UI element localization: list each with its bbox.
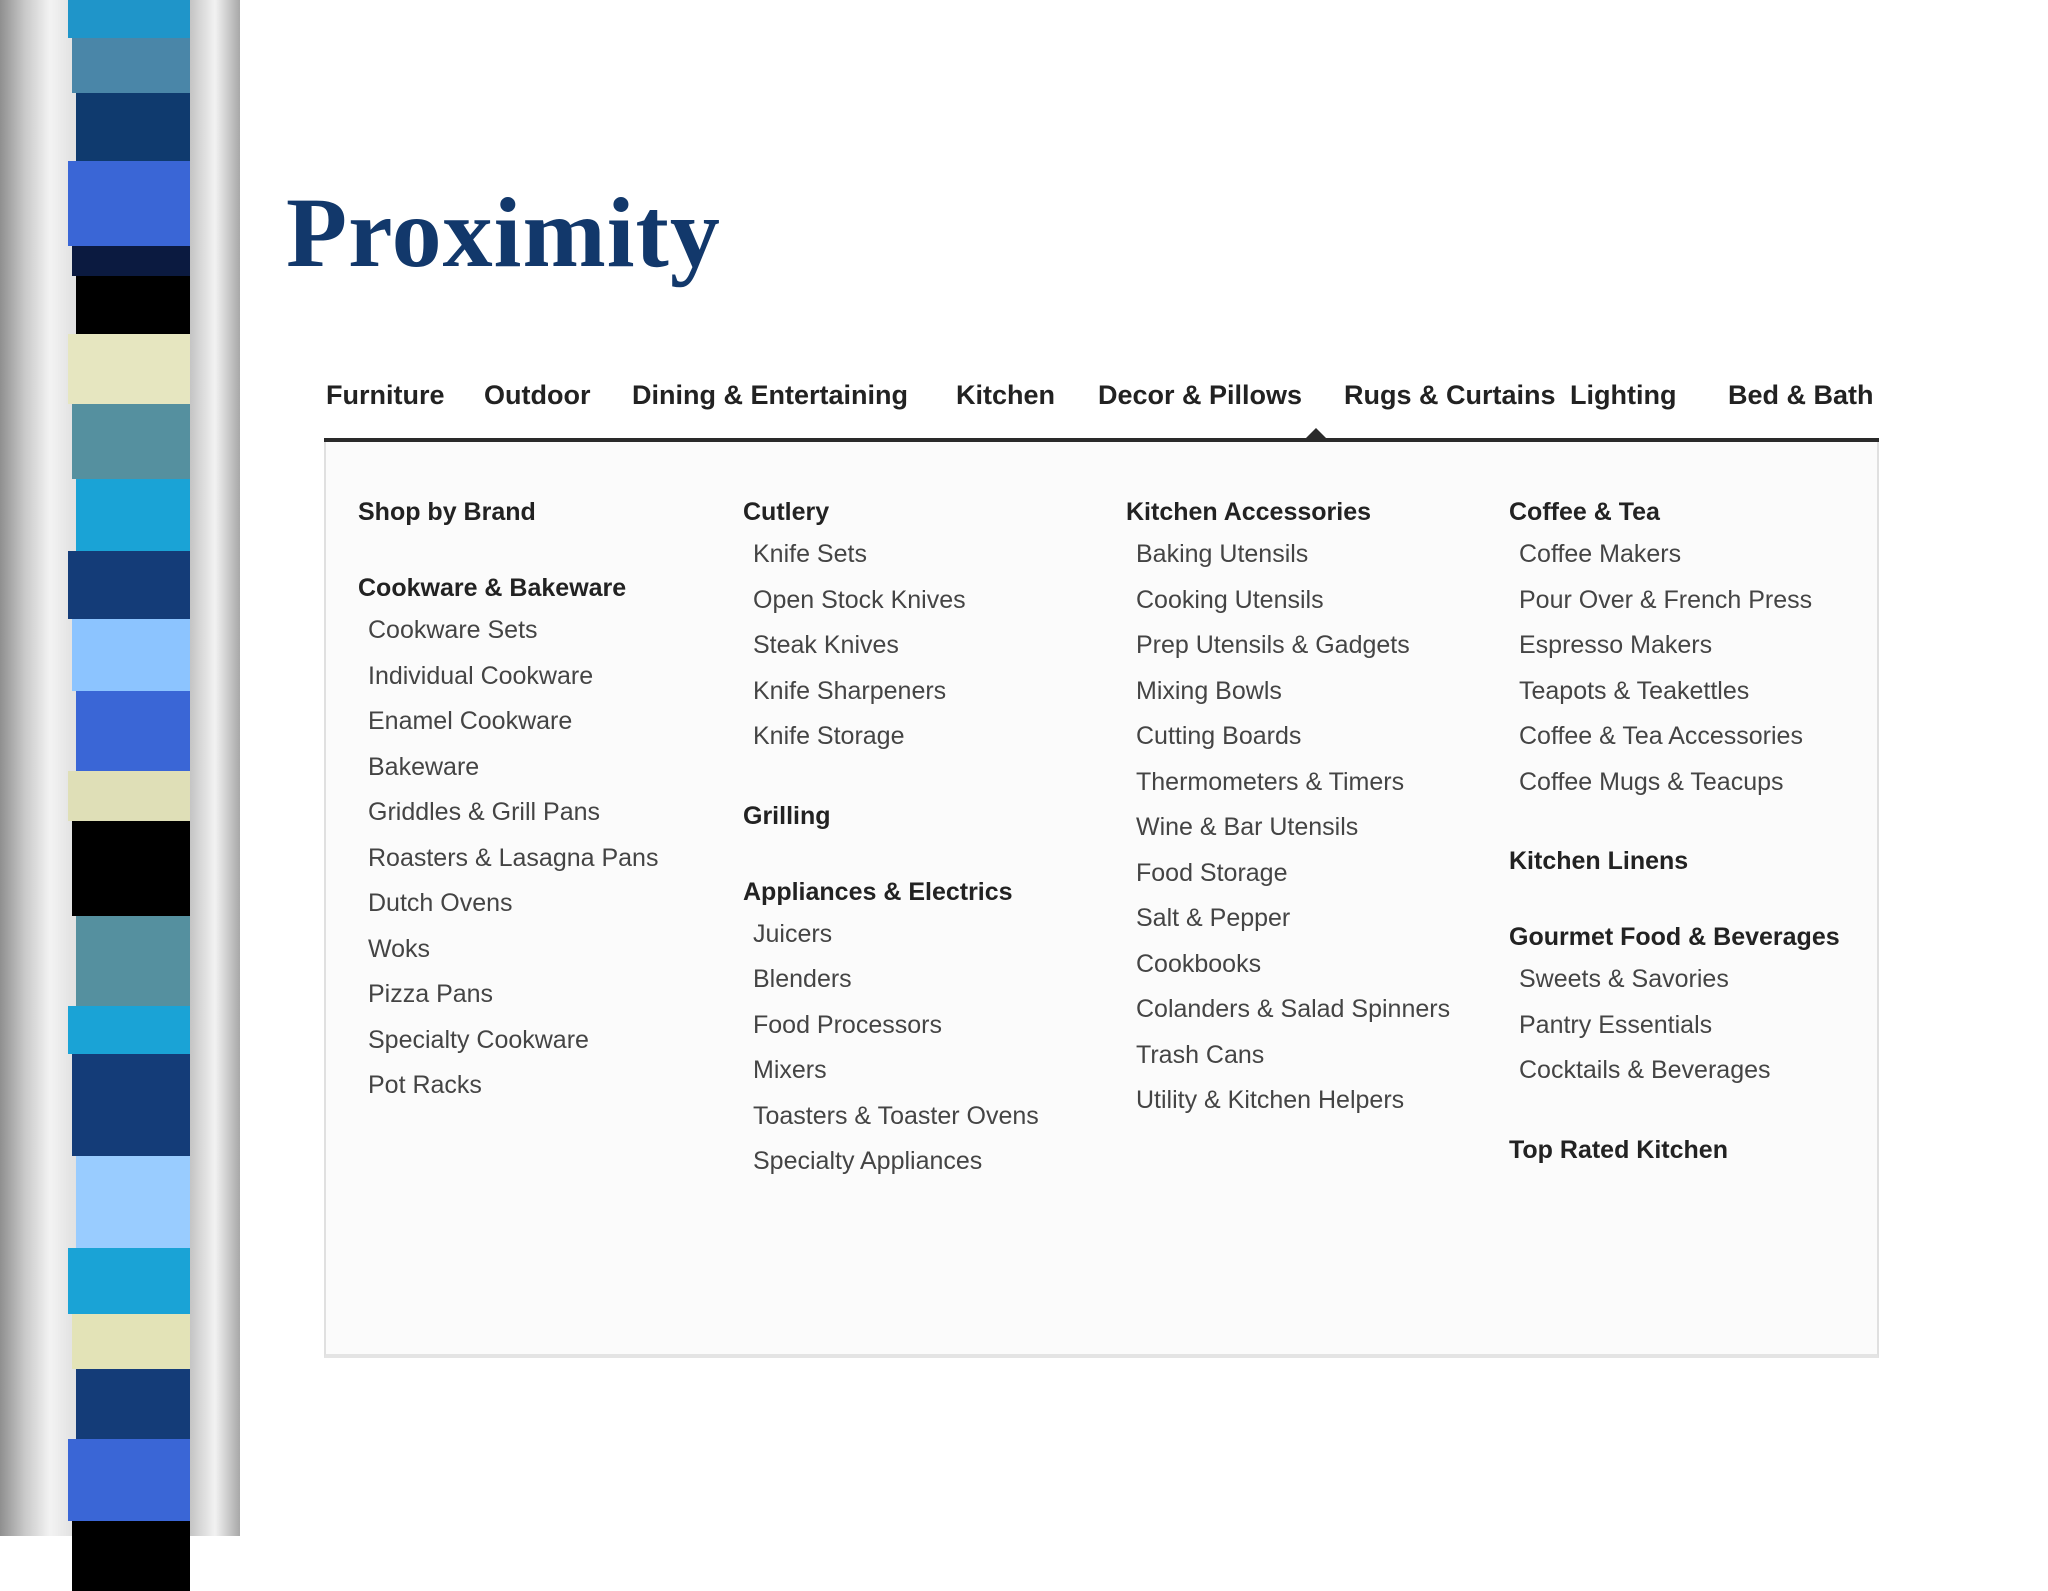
menu-heading[interactable]: Top Rated Kitchen xyxy=(1509,1135,1728,1164)
stripe-band xyxy=(76,276,190,334)
menu-link[interactable]: Coffee Mugs & Teacups xyxy=(1519,767,1784,796)
nav-item-rugs[interactable]: Rugs & Curtains xyxy=(1344,380,1556,410)
stripe-band xyxy=(68,0,190,38)
menu-link[interactable]: Roasters & Lasagna Pans xyxy=(368,843,659,872)
stripe-band xyxy=(72,1521,190,1591)
stripe-band xyxy=(72,404,190,479)
stripe-band xyxy=(76,1156,190,1248)
menu-link[interactable]: Cooking Utensils xyxy=(1136,585,1324,614)
menu-heading[interactable]: Kitchen Accessories xyxy=(1126,498,1372,526)
menu-link[interactable]: Coffee & Tea Accessories xyxy=(1519,722,1803,750)
menu-link[interactable]: Wine & Bar Utensils xyxy=(1136,813,1359,841)
menu-link[interactable]: Trash Cans xyxy=(1136,1040,1265,1069)
stripe-band xyxy=(72,821,190,916)
menu-heading[interactable]: Grilling xyxy=(743,801,831,830)
menu-group xyxy=(358,568,658,1109)
menu-link[interactable]: Knife Sets xyxy=(753,540,867,568)
stripe-band xyxy=(72,246,190,276)
nav-item-bed-bath[interactable]: Bed & Bath xyxy=(1728,380,1874,410)
active-tab-pointer-icon xyxy=(1306,428,1326,438)
menu-link[interactable]: Utility & Kitchen Helpers xyxy=(1136,1086,1405,1114)
menu-heading[interactable]: Appliances & Electrics xyxy=(743,877,1013,906)
stripe-band xyxy=(76,1369,190,1439)
kitchen-dropdown-panel xyxy=(324,442,1879,1358)
stripe-band xyxy=(76,916,190,1006)
menu-group xyxy=(1126,492,1450,1124)
nav-item-kitchen[interactable]: Kitchen xyxy=(956,380,1056,410)
menu-link[interactable]: Specialty Cookware xyxy=(368,1025,589,1054)
stripe-band xyxy=(68,771,190,821)
menu-link[interactable]: Sweets & Savories xyxy=(1519,965,1729,993)
category-nav-bar xyxy=(324,360,1879,442)
menu-link[interactable]: Salt & Pepper xyxy=(1136,904,1291,932)
menu-link[interactable]: Steak Knives xyxy=(753,631,899,659)
menu-link[interactable]: Cookbooks xyxy=(1136,949,1262,978)
menu-group xyxy=(1509,841,1840,881)
menu-link[interactable]: Juicers xyxy=(753,919,833,948)
decorative-stripe-bar xyxy=(0,0,240,1536)
menu-group xyxy=(358,492,658,532)
menu-link[interactable]: Mixers xyxy=(753,1056,827,1084)
stripe-band xyxy=(68,1439,190,1521)
menu-heading[interactable]: Kitchen Linens xyxy=(1509,847,1689,875)
nav-item-outdoor[interactable]: Outdoor xyxy=(484,380,591,410)
menu-link[interactable]: Cocktails & Beverages xyxy=(1519,1056,1771,1084)
stripe-band xyxy=(68,161,190,246)
menu-heading[interactable]: Shop by Brand xyxy=(358,498,536,526)
stripe-band xyxy=(76,93,190,161)
menu-link[interactable]: Pot Racks xyxy=(368,1071,482,1099)
menu-link[interactable]: Enamel Cookware xyxy=(368,707,573,735)
menu-link[interactable]: Pour Over & French Press xyxy=(1519,585,1813,614)
menu-link[interactable]: Knife Storage xyxy=(753,722,905,750)
menu-link[interactable]: Griddles & Grill Pans xyxy=(368,798,601,826)
stripe-band xyxy=(68,1006,190,1054)
menu-link[interactable]: Pantry Essentials xyxy=(1519,1010,1713,1039)
menu-heading[interactable]: Cookware & Bakeware xyxy=(358,574,627,602)
nav-item-decor[interactable]: Decor & Pillows xyxy=(1098,380,1303,410)
menu-column-2 xyxy=(743,492,1039,1185)
nav-item-lighting[interactable]: Lighting xyxy=(1570,380,1677,410)
stripe-band xyxy=(68,551,190,619)
menu-link[interactable]: Toasters & Toaster Ovens xyxy=(753,1101,1039,1130)
menu-link[interactable]: Dutch Ovens xyxy=(368,889,513,917)
menu-link[interactable]: Coffee Makers xyxy=(1519,540,1682,568)
menu-group xyxy=(743,796,1039,836)
menu-link[interactable]: Food Storage xyxy=(1136,858,1288,887)
stripe-band xyxy=(76,479,190,551)
menu-link[interactable]: Mixing Bowls xyxy=(1136,676,1282,705)
menu-heading[interactable]: Cutlery xyxy=(743,498,830,526)
menu-link[interactable]: Knife Sharpeners xyxy=(753,676,947,705)
nav-item-furniture[interactable]: Furniture xyxy=(326,380,445,410)
stripe-band xyxy=(72,1314,190,1369)
menu-link[interactable]: Bakeware xyxy=(368,752,480,781)
stripe-band xyxy=(68,1248,190,1314)
menu-link[interactable]: Cutting Boards xyxy=(1136,722,1302,750)
menu-group xyxy=(1509,917,1840,1094)
menu-link[interactable]: Woks xyxy=(368,934,431,963)
menu-heading[interactable]: Gourmet Food & Beverages xyxy=(1509,923,1840,951)
menu-group xyxy=(743,492,1039,760)
menu-link[interactable]: Baking Utensils xyxy=(1136,540,1309,568)
menu-link[interactable]: Open Stock Knives xyxy=(753,585,966,614)
stripe-band xyxy=(68,334,190,404)
menu-link[interactable]: Blenders xyxy=(753,965,852,993)
menu-group xyxy=(743,872,1039,1185)
menu-link[interactable]: Specialty Appliances xyxy=(753,1147,983,1175)
menu-column-3 xyxy=(1126,492,1450,1124)
menu-link[interactable]: Individual Cookware xyxy=(368,661,594,690)
menu-link[interactable]: Food Processors xyxy=(753,1010,942,1039)
menu-link[interactable]: Colanders & Salad Spinners xyxy=(1136,995,1451,1023)
menu-link[interactable]: Thermometers & Timers xyxy=(1136,767,1405,796)
stripe-band xyxy=(72,1054,190,1156)
menu-link[interactable]: Espresso Makers xyxy=(1519,631,1713,659)
mega-menu-screenshot xyxy=(324,360,1879,1360)
menu-link[interactable]: Teapots & Teakettles xyxy=(1519,676,1750,705)
menu-link[interactable]: Prep Utensils & Gadgets xyxy=(1136,631,1410,659)
menu-heading[interactable]: Coffee & Tea xyxy=(1509,498,1660,526)
stripe-band xyxy=(72,38,190,93)
menu-group xyxy=(1509,1130,1840,1170)
slide-title: Proximity xyxy=(286,177,721,288)
stripe-band xyxy=(72,619,190,691)
menu-column-1 xyxy=(358,492,658,1109)
menu-group xyxy=(1509,492,1840,805)
stripe-band xyxy=(76,691,190,771)
nav-item-dining[interactable]: Dining & Entertaining xyxy=(632,380,908,410)
menu-column-4 xyxy=(1509,492,1840,1170)
menu-link[interactable]: Cookware Sets xyxy=(368,616,538,644)
menu-link[interactable]: Pizza Pans xyxy=(368,980,494,1008)
